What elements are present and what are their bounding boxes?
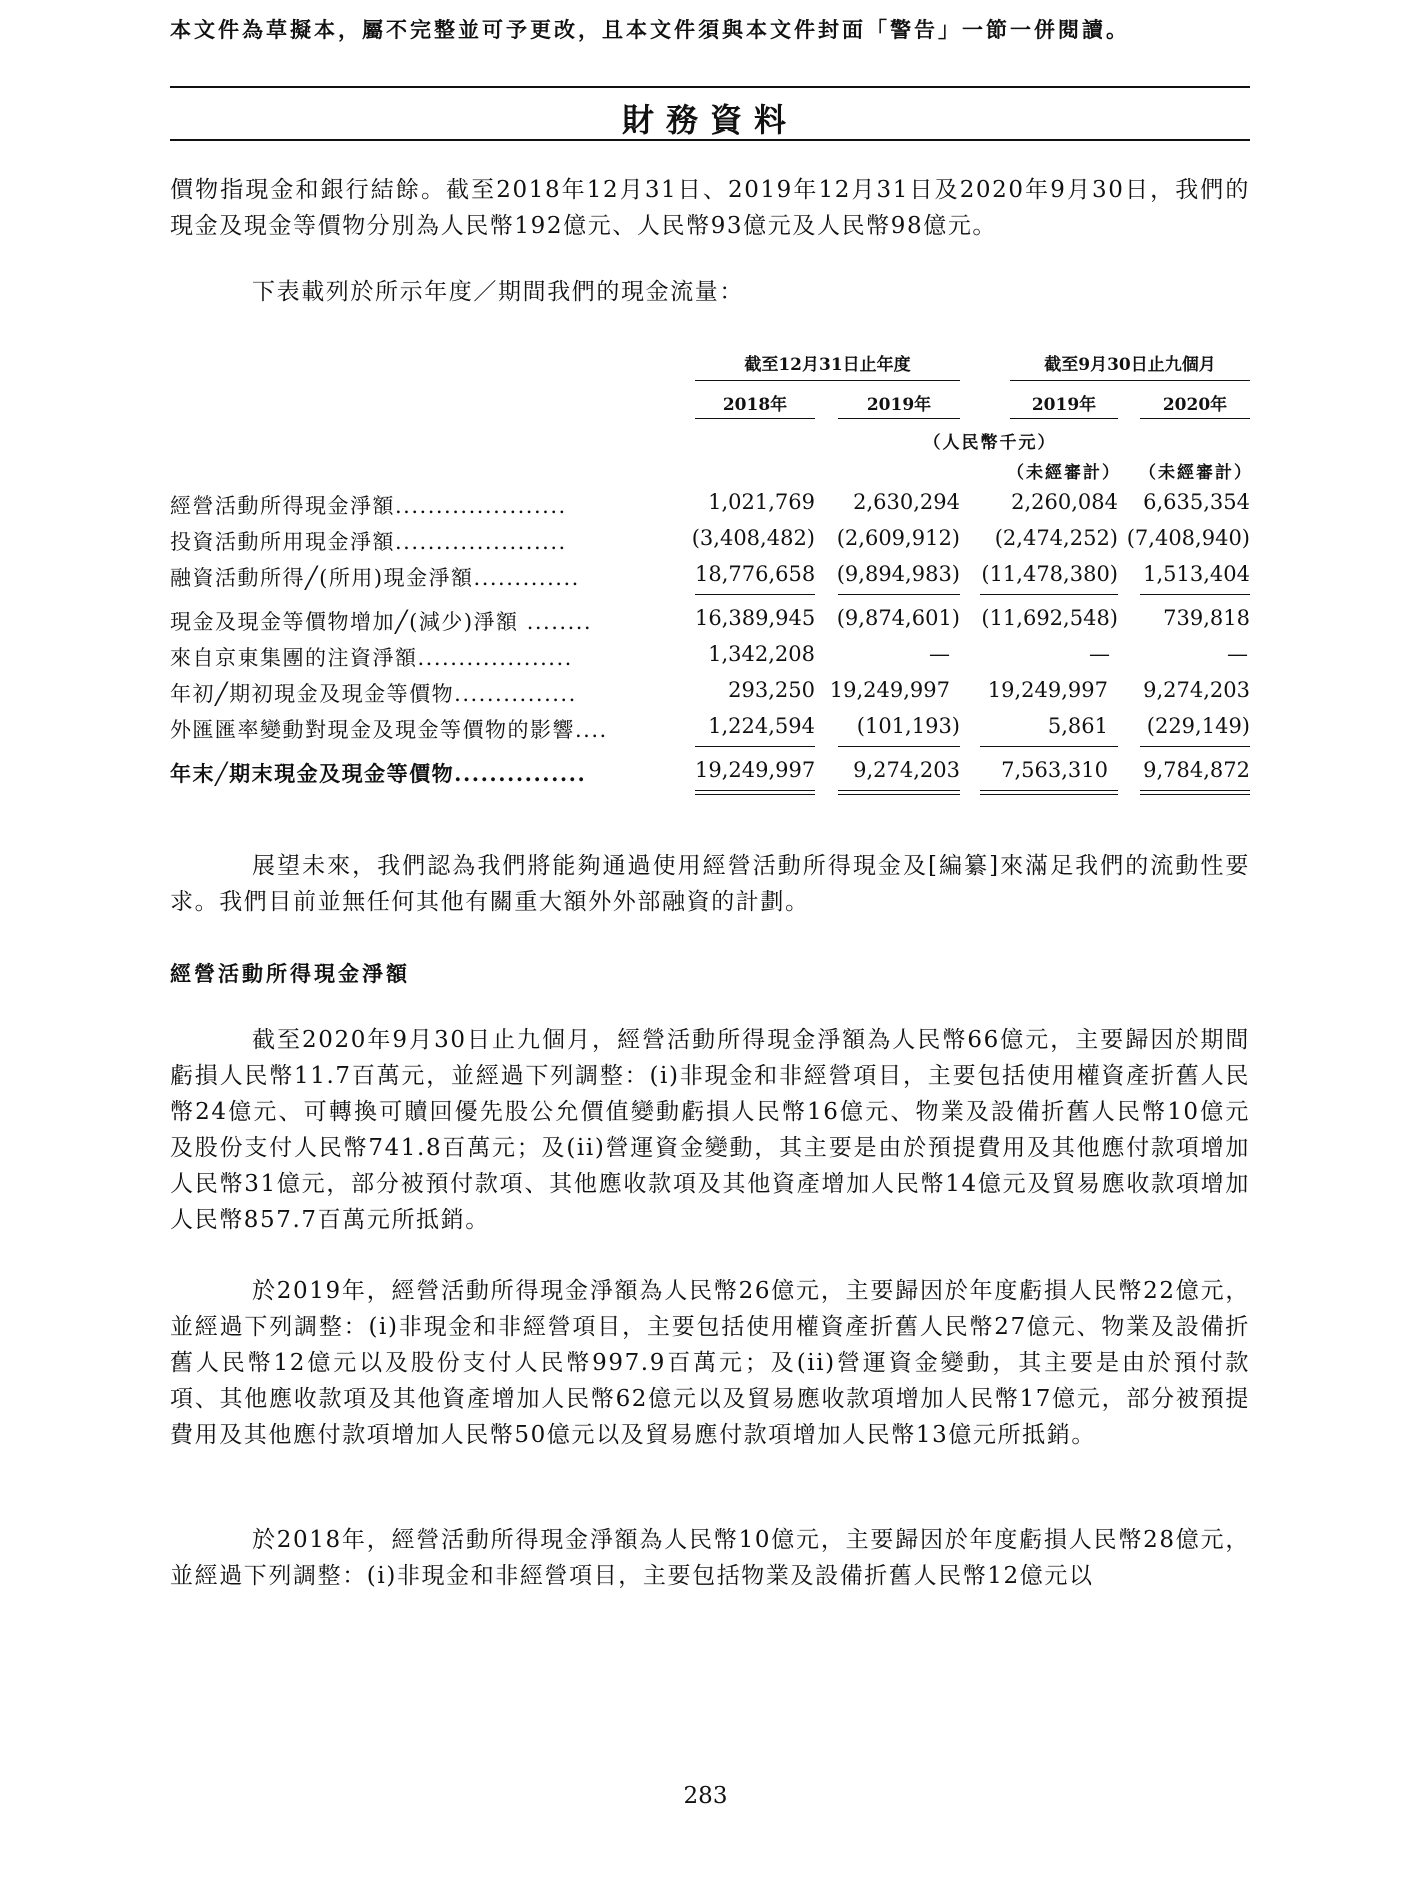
subtotal-line xyxy=(838,746,960,747)
year-header: 2019年 xyxy=(1031,395,1097,415)
group-header-nine-months: 截至9月30日止九個月 xyxy=(1044,355,1216,375)
table-cell: 1,342,208 xyxy=(708,642,815,666)
table-cell: — xyxy=(1227,642,1248,666)
table-cell: 18,776,658 xyxy=(695,562,816,586)
table-cell: (7,408,940) xyxy=(1126,526,1250,550)
page-number: 283 xyxy=(683,1783,728,1809)
table-cell: 2,260,084 xyxy=(1011,490,1118,514)
row-label: 年末╱期末現金及現金等價物............... xyxy=(170,761,587,786)
group-underline xyxy=(695,380,960,381)
intro-paragraph: 價物指現金和銀行結餘。截至2018年12月31日、2019年12月31日及2020年9月30日，我們的現金及現金等價物分別為人民幣192億元、人民幣93億元及人民幣98億元。 xyxy=(170,177,1250,239)
table-row xyxy=(170,490,1250,520)
table-cell: 19,249,997 xyxy=(829,678,950,702)
table-row xyxy=(170,526,1250,556)
table-cell: 7,563,310 xyxy=(1001,758,1108,782)
table-row xyxy=(170,606,1250,636)
operating-2019-paragraph: 於2019年，經營活動所得現金淨額為人民幣26億元，主要歸因於年度虧損人民幣22億元，並經過下列調整：(i)非現金和非經營項目，主要包括使用權資產折舊人民幣27億元、物業及設備折舊人民幣12億元以及股份支付人民幣997.9百萬元；及(ii)營運資金變動，其主要是由於預付款項、其他應收款項及其他資產增加人民幣62億元以及貿易應收款項增加人民幣17億元，部分被預提費用及其他應付款項增加人民幣50億元以及貿易應付款項增加人民幣13億元所抵銷。 xyxy=(170,1278,1250,1448)
table-cell: 9,274,203 xyxy=(853,758,960,782)
table-cell: (9,894,983) xyxy=(836,562,960,586)
subtotal-line xyxy=(695,594,815,595)
table-cell: 1,021,769 xyxy=(708,490,815,514)
table-cell: (101,193) xyxy=(856,714,960,738)
table-cell: (9,874,601) xyxy=(836,606,960,630)
row-label: 年初╱期初現金及現金等價物............... xyxy=(170,682,577,706)
total-double-line xyxy=(838,790,960,795)
row-label: 經營活動所得現金淨額..................... xyxy=(170,494,567,518)
total-double-line xyxy=(1140,790,1250,795)
table-cell: (2,474,252) xyxy=(994,526,1118,550)
subtotal-line xyxy=(980,594,1118,595)
section-heading: 經營活動所得現金淨額 xyxy=(170,961,410,986)
table-cell: 9,784,872 xyxy=(1143,758,1250,782)
total-double-line xyxy=(695,790,815,795)
table-cell: 2,630,294 xyxy=(853,490,960,514)
table-cell: — xyxy=(929,642,950,666)
table-cell: 739,818 xyxy=(1163,606,1250,630)
year-underline xyxy=(1010,418,1118,419)
draft-warning: 本文件為草擬本，屬不完整並可予更改，且本文件須與本文件封面「警告」一節一併閱讀。 xyxy=(170,17,1130,42)
year-header: 2019年 xyxy=(866,395,932,415)
table-cell: 16,389,945 xyxy=(695,606,816,630)
row-label: 現金及現金等價物增加╱(減少)淨額 ........ xyxy=(170,610,593,634)
title-top-rule xyxy=(170,86,1250,88)
table-cell: 19,249,997 xyxy=(695,758,816,782)
subtotal-line xyxy=(980,746,1118,747)
title-bottom-rule xyxy=(170,139,1250,141)
operating-2018-paragraph: 於2018年，經營活動所得現金淨額為人民幣10億元，主要歸因於年度虧損人民幣28億元，並經過下列調整：(i)非現金和非經營項目，主要包括物業及設備折舊人民幣12億元以 xyxy=(170,1527,1250,1589)
unaudited-label: （未經審計） xyxy=(1007,463,1121,483)
page-title: 財務資料 xyxy=(621,101,798,139)
table-row xyxy=(170,678,1250,708)
year-underline xyxy=(1140,418,1250,419)
table-cell: 6,635,354 xyxy=(1143,490,1250,514)
table-row xyxy=(170,714,1250,744)
table-cell: 293,250 xyxy=(728,678,815,702)
table-cell: (229,149) xyxy=(1146,714,1250,738)
subtotal-line xyxy=(695,746,815,747)
unaudited-label: （未經審計） xyxy=(1139,463,1253,483)
table-cell: 9,274,203 xyxy=(1143,678,1250,702)
year-header: 2020年 xyxy=(1162,395,1228,415)
group-header-year: 截至12月31日止年度 xyxy=(744,355,911,375)
table-cell: 1,513,404 xyxy=(1143,562,1250,586)
year-header: 2018年 xyxy=(722,395,788,415)
table-row xyxy=(170,562,1250,592)
subtotal-line xyxy=(838,594,960,595)
table-cell: — xyxy=(1089,642,1110,666)
table-cell: (11,478,380) xyxy=(981,562,1118,586)
subtotal-line xyxy=(1140,594,1250,595)
row-label: 來自京東集團的注資淨額................... xyxy=(170,646,573,670)
row-label: 外匯匯率變動對現金及現金等價物的影響.... xyxy=(170,718,608,742)
table-row xyxy=(170,642,1250,672)
table-cell: 5,861 xyxy=(1047,714,1108,738)
year-underline xyxy=(838,418,960,419)
table-cell: 1,224,594 xyxy=(708,714,815,738)
total-double-line xyxy=(980,790,1118,795)
row-label: 投資活動所用現金淨額..................... xyxy=(170,530,567,554)
operating-2020-paragraph: 截至2020年9月30日止九個月，經營活動所得現金淨額為人民幣66億元，主要歸因於期間虧損人民幣11.7百萬元，並經過下列調整：(i)非現金和非經營項目，主要包括使用權資產折舊人民幣24億元、可轉換可贖回優先股公允價值變動虧損人民幣16億元、物業及設備折舊人民幣10億元及股份支付人民幣741.8百萬元；及(ii)營運資金變動，其主要是由於預提費用及其他應付款項增加人民幣31億元，部分被預付款項、其他應收款項及其他資產增加人民幣14億元及貿易應收款項增加人民幣857.7百萬元所抵銷。 xyxy=(170,1027,1250,1233)
unit-label: （人民幣千元） xyxy=(923,433,1057,453)
table-row-total xyxy=(170,758,1250,788)
table-intro-paragraph: 下表載列於所示年度／期間我們的現金流量： xyxy=(252,279,744,305)
table-cell: 19,249,997 xyxy=(987,678,1108,702)
table-cell: (2,609,912) xyxy=(836,526,960,550)
table-cell: (3,408,482) xyxy=(691,526,815,550)
year-underline xyxy=(695,418,815,419)
group-underline xyxy=(1010,380,1250,381)
row-label: 融資活動所得╱(所用)現金淨額............. xyxy=(170,566,580,590)
outlook-paragraph: 展望未來，我們認為我們將能夠通過使用經營活動所得現金及[編纂]來滿足我們的流動性要求。我們目前並無任何其他有關重大額外外部融資的計劃。 xyxy=(170,853,1250,915)
table-cell: (11,692,548) xyxy=(981,606,1118,630)
subtotal-line xyxy=(1140,746,1250,747)
